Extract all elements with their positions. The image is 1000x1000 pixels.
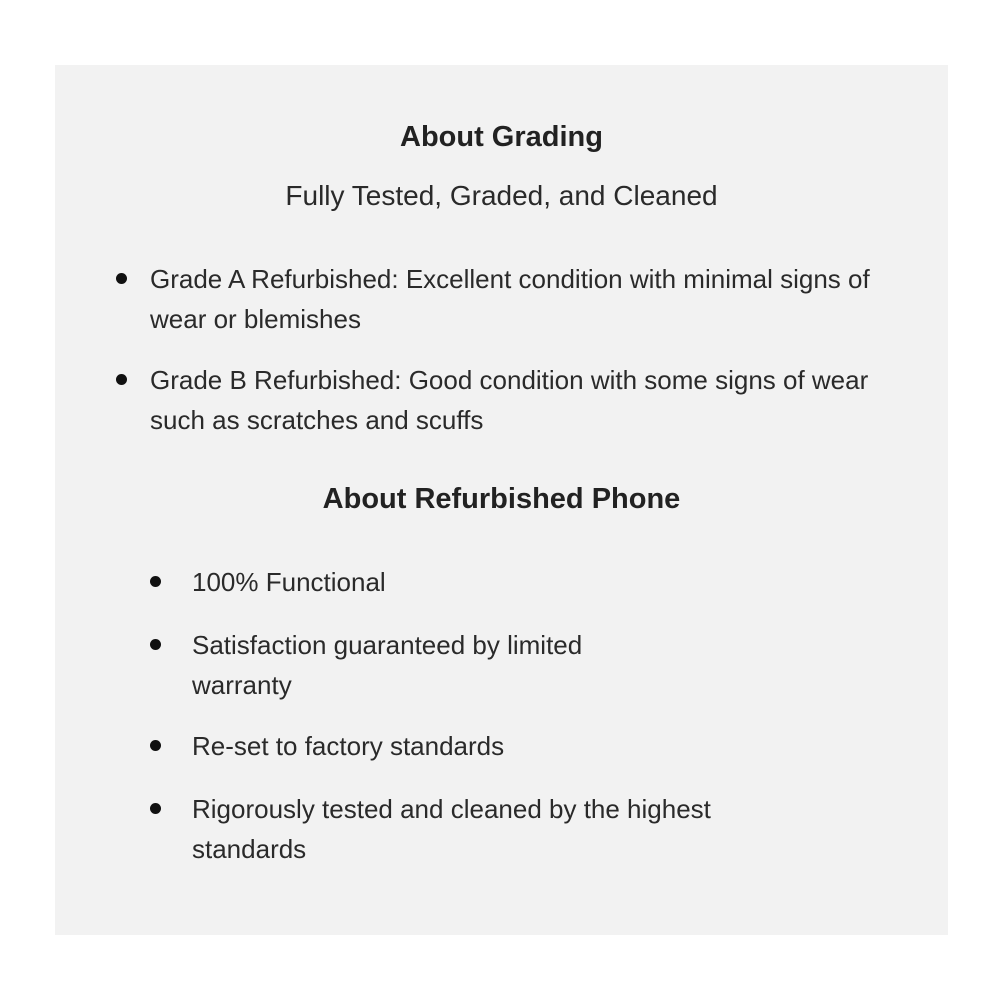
grading-title: About Grading (400, 121, 603, 153)
grading-item-text: Grade B Refurbished: Good condition with some signs of wear such as scratches and scuffs (150, 365, 869, 435)
phone-item-warranty (192, 625, 672, 705)
grading-item-b (150, 360, 900, 440)
bullet-icon (150, 639, 161, 650)
phone-item-text: 100% Functional (192, 567, 386, 597)
info-panel (55, 65, 948, 935)
bullet-icon (116, 374, 127, 385)
phone-item-text: Satisfaction guaranteed by limited warranty (192, 630, 583, 700)
phone-item-tested (192, 789, 832, 869)
phone-list (192, 562, 712, 869)
phone-item-text: Rigorously tested and cleaned by the highest standards (192, 794, 711, 864)
grading-item-text: Grade A Refurbished: Excellent condition with minimal signs of wear or blemishes (150, 264, 870, 334)
phone-item-reset (192, 726, 712, 766)
phone-item-functional (192, 562, 712, 602)
bullet-icon (150, 576, 161, 587)
grading-subtitle: Fully Tested, Graded, and Cleaned (285, 180, 718, 211)
phone-title: About Refurbished Phone (322, 483, 681, 515)
bullet-icon (116, 273, 127, 284)
bullet-icon (150, 740, 161, 751)
grading-item-a (150, 259, 900, 339)
phone-item-text: Re-set to factory standards (192, 731, 505, 761)
bullet-icon (150, 803, 161, 814)
grading-list (150, 259, 900, 440)
